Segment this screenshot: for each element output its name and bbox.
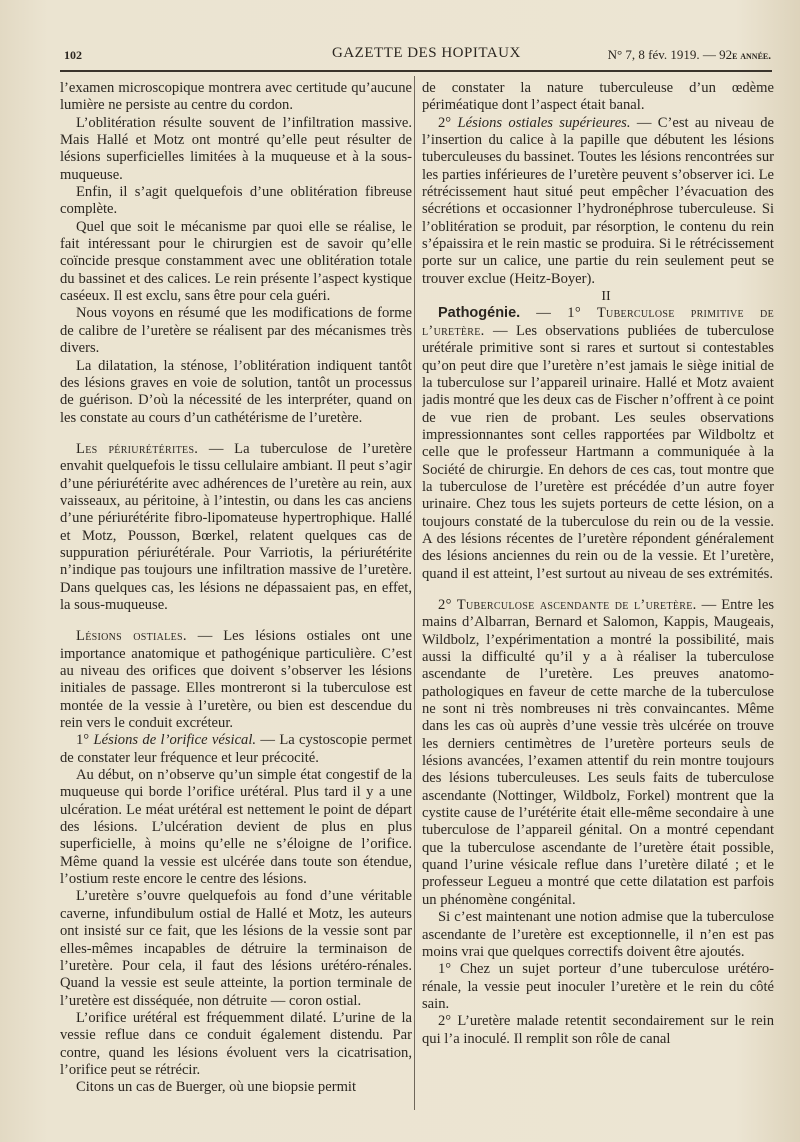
paragraph: Nous voyons en résumé que les modifications de forme de calibre de l’uretère se réalisent par des mécanismes très divers.: [60, 305, 412, 357]
subsection-title: 2° Tuberculose ascendante de l’uretère.: [438, 596, 697, 613]
journal-title: GAZETTE DES HOPITAUX: [332, 45, 521, 61]
page-number: 102: [64, 48, 82, 62]
header-rule: [60, 70, 772, 72]
paragraph: La dilatation, la sténose, l’oblitération indiquent tantôt des lésions graves en voie de solution, tantôt un processus de guérison. D’où la nécessité de les interpréter, quand on les constate au cours d’un cathétérisme de l’uretère.: [60, 357, 412, 426]
paragraph: Quel que soit le mécanisme par quoi elle se réalise, le fait intéressant pour le chirurgien est de savoir qu’elle coïncide presque constamment avec une oblitération totale du bassinet et des calices. Le rein présente l’aspect kystique caséeux. Il est exclu, sans être pour cela guéri.: [60, 218, 412, 305]
paragraph: Si c’est maintenant une notion admise que la tuberculose ascendante de l’uretère est exceptionnelle, il n’en est pas moins vrai que quelques correctifs doivent être ajoutés.: [422, 909, 774, 960]
subsection-title: Lésions ostiales supérieures.: [457, 114, 631, 131]
section-text: — Les observations publiées de tuberculose urétérale primitive sont si rares et surtout si contestables qu’on peut dire que l’uretère n’est jamais le siège initial de la tuberculose sur l’appareil urinaire. Hallé et Motz avaient jadis montré que les deux cas de Fischer n’offrent à ce point de vue rien de probant. Les seules observations impressionnantes sont celles rapportées par Wildboltz et celle que le professeur Hartmann a communiquée à la Société de chirurgie. En dehors de ces cas, tout montre que la tuberculose de l’uretère est précédée d’un autre foyer urinaire. Chez tous les sujets porteurs de cette lésion, on a toujours constaté de la tuberculose du rein ou de la vessie. A des lésions récentes de l’uretère répondent généralement des lésions anciennes du rein ou de la vessie. Et l’uretère, quand il est atteint, l’est surtout au niveau de ses extrémités.: [422, 322, 774, 582]
section-number: II: [601, 289, 611, 305]
issue-date: N° 7, 8 fév. 1919. — 92: [607, 47, 733, 62]
issue-info: [608, 47, 771, 63]
subsection-text: — La cystoscopie permet de constater leur fréquence et leur précocité.: [60, 732, 412, 766]
left-column: [60, 80, 412, 1112]
section-periureterites: [60, 441, 412, 614]
section-pathogenie: [422, 305, 774, 583]
paragraph: 2° L’uretère malade retentit secondairement sur le rein qui l’a inoculé. Il remplit son rôle de canal: [422, 1013, 774, 1047]
section-text: — La tuberculose de l’uretère envahit quelquefois le tissu cellulaire ambiant. Il peut s’agir d’une périurétérite avec adhérences de l’uretère au rein, aux vaisseaux, au péritoine, à l’intestin, ou dans les cas anciens d’une périurétérite fibro-lipomateuse hypertrophique. Hallé et Motz, Pousson, Bœrkel, relatent quelques cas de suppuration périurétérale. Pour Varriotis, la périurétérite n’indique pas toujours une infiltration massive de l’uretère. Dans quelques cas, les lésions ne dépassaient pas, en effet, la sous-muqueuse.: [60, 440, 412, 613]
subsection-title: — 1° Tuberculose primitive de l’uretère.: [422, 305, 774, 339]
section-title: Les périurétérites.: [76, 440, 199, 457]
subsection-orifice-vesical: [60, 732, 412, 767]
column-divider: [414, 76, 415, 1110]
subsection-ostiales-superieures: [422, 115, 774, 288]
section-title: Pathogénie.: [438, 305, 521, 322]
subsection-number: 2°: [438, 114, 458, 131]
section-text: — Entre les mains d’Albarran, Bernard et Salomon, Kappis, Maugeais, Wildbolz, l’expérimentation a montré la possibilité, mais aussi la difficulté qu’il y a à réaliser la tuberculose ascendante de l’uretère. Les preuves anatomo-pathologiques en faveur de cette marche de la tuberculose ne sont ni très nombreuses ni très convaincantes. Même dans les cas où auprès d’une vessie très ulcérée on trouve les derniers centimètres de l’uretère porteurs seuls de lésions avancées, l’examen attentif du rein montre toujours des lésions tuberculeuses. Les seuls faits de tuberculose ascendante (Nottinger, Wildbolz, Forkel) montrent que la cystite cause de l’urétérite était elle-même secondaire à une tuberculose de l’appareil génital. On a montré cependant que la tuberculose ascendante de l’uretère était possible, quand l’urine vésicale reflue dans l’uretère dilaté ; et le professeur Legueu a montré que cette dilatation est parfois un phénomène congénital.: [422, 596, 774, 908]
issue-year-label: e année.: [732, 50, 771, 62]
paragraph: Au début, on n’observe qu’un simple état congestif de la muqueuse qui borde l’orifice urétéral. Plus tard il y a une ulcération. Le méat urétéral est nettement le point de départ des lésions. L’ulcération devient de plus en plus superficielle, à moins qu’elle ne s’éloigne de l’orifice. Même quand la vessie est ulcérée dans toute son étendue, l’ostium reste encore le centre des lésions.: [60, 767, 412, 888]
section-ascendante: [422, 597, 774, 909]
paragraph: L’oblitération résulte souvent de l’infiltration massive. Mais Hallé et Motz ont montré qu’elle peut résulter de lésions superficielles limitées à la muqueuse et à la sous-muqueuse.: [60, 114, 412, 183]
paragraph: L’uretère s’ouvre quelquefois au fond d’une véritable caverne, infundibulum ostial de Hallé et Motz, les auteurs ont insisté sur ce fait, que les lésions de la vessie sont par elles-mêmes incapables de détruire la terminaison de l’uretère. Pour cela, il faut des lésions urétéro-rénales. Quand la vessie est seule atteinte, la portion terminale de l’uretère est disséquée, non détruite — coron ostial.: [60, 888, 412, 1009]
page-header: [60, 44, 775, 66]
subsection-title: Lésions de l’orifice vésical.: [93, 732, 257, 749]
paragraph: Citons un cas de Buerger, où une biopsie permit: [76, 1079, 357, 1096]
subsection-number: 1°: [76, 732, 94, 749]
paragraph: de constater la nature tuberculeuse d’un œdème périméatique dont l’aspect était banal.: [422, 80, 774, 114]
subsection-text: — C’est au niveau de l’insertion du calice à la papille que débutent les lésions tuberculeuses du bassinet. Toutes les lésions rencontrées sur les parties inférieures de l’uretère peuvent s’observer ici. Le rétrécissement haut situé peut empêcher l’évacuation des sécrétions et occasionner l’hydronéphrose tuberculeuse. Si l’oblitération se produit, par résorption, le contenu du rein s’épaissira et le rein mastic se produira. Si le rétrécissement porte sur un calice, une partie du rein seulement peut se trouver exclue (Heitz-Boyer).: [422, 114, 774, 287]
paragraph: l’examen microscopique montrera avec certitude qu’aucune lumière ne persiste au centre du cordon.: [60, 80, 412, 114]
section-ostiales: [60, 628, 412, 732]
section-text: — Les lésions ostiales ont une importance anatomique et pathogénique particulière. C’est au niveau des orifices que doivent s’observer les lésions initiales de passage. Elles montreront si la tuberculose est montée de la vessie à l’uretère, ou bien est descendue du rein vers le conduit excréteur.: [60, 628, 412, 732]
paragraph: 1° Chez un sujet porteur d’une tuberculose urétéro-rénale, la vessie peut inoculer l’uretère et le rein du côté sain.: [422, 961, 774, 1012]
right-column: [422, 80, 774, 1112]
section-title: Lésions ostiales.: [76, 628, 187, 645]
paragraph: Enfin, il s’agit quelquefois d’une oblitération fibreuse complète.: [60, 184, 412, 218]
paragraph: L’orifice urétéral est fréquemment dilaté. L’urine de la vessie reflue dans ce conduit également distendu. Par contre, quand les lésions évoluent vers la cicatrisation, l’orifice peut se rétrécir.: [60, 1009, 412, 1078]
